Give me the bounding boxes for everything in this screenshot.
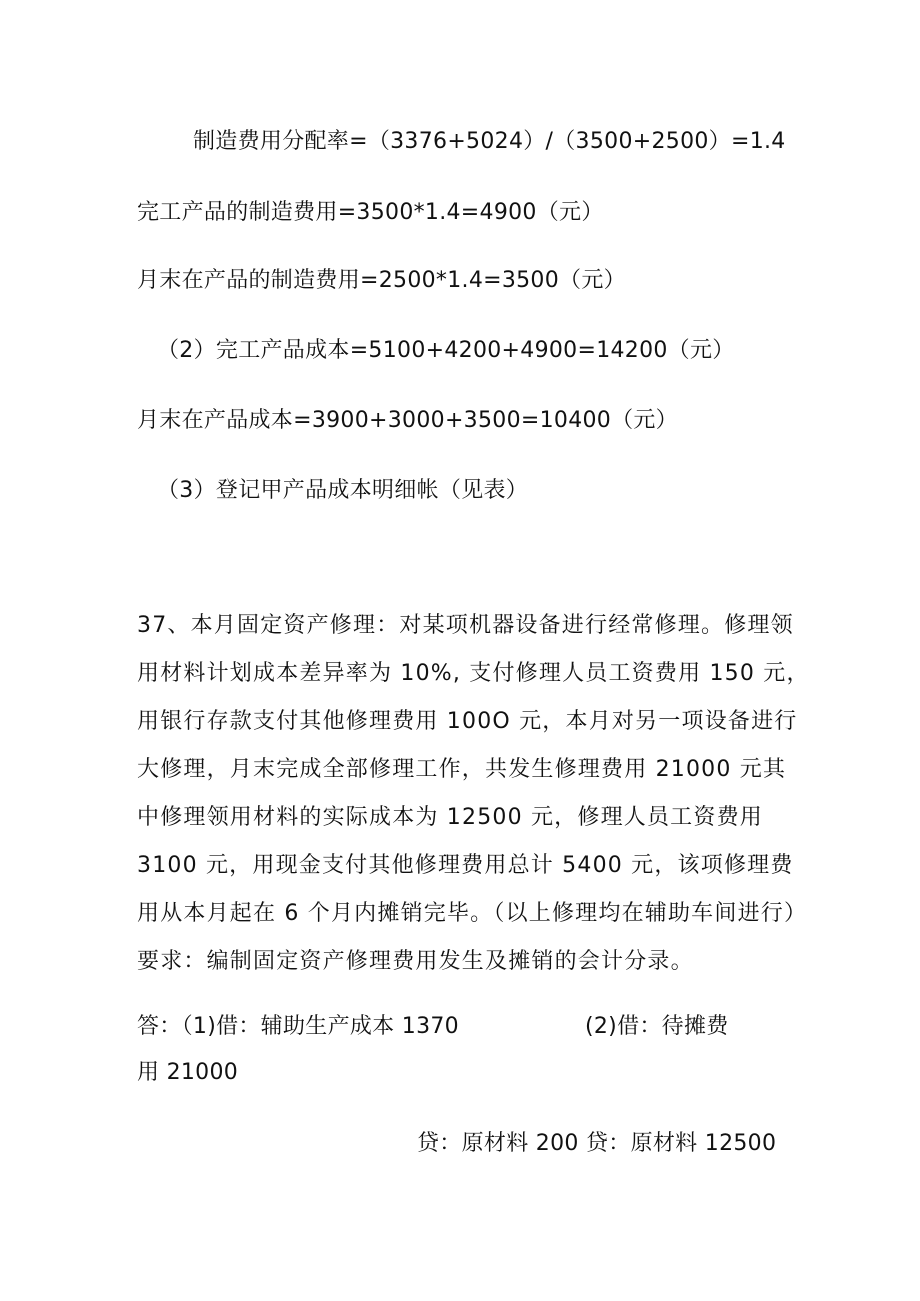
allocation-rate-line: 制造费用分配率=（3376+5024）/（3500+2500）=1.4 [193, 129, 786, 154]
answer-entry-1-debit: 答：（1)借：辅助生产成本 1370 [137, 1014, 459, 1039]
answer-entry-2-debit-continued: 用 21000 [137, 1060, 239, 1085]
wip-overhead-line: 月末在产品的制造费用=2500*1.4=3500（元） [137, 268, 626, 293]
question-line: 用材料计划成本差异率为 10%, 支付修理人员工资费用 150 元， [137, 661, 810, 686]
question-37-paragraph [137, 602, 810, 986]
question-line: 3100 元，用现金支付其他修理费用总计 5400 元，该项修理费 [137, 853, 794, 878]
question-line: 中修理领用材料的实际成本为 12500 元，修理人员工资费用 [137, 805, 763, 830]
question-line: 用银行存款支付其他修理费用 100O 元，本月对另一项设备进行 [137, 709, 798, 734]
wip-cost-line: 月末在产品成本=3900+3000+3500=10400（元） [137, 408, 678, 433]
question-line: 用从本月起在 6 个月内摊销完毕。（以上修理均在辅助车间进行） [137, 901, 808, 926]
question-line: 要求：编制固定资产修理费用发生及摊销的会计分录。 [137, 949, 694, 974]
question-line: 大修理，月末完成全部修理工作，共发生修理费用 21000 元其 [137, 757, 787, 782]
ledger-line: （3）登记甲产品成本明细帐（见表） [157, 478, 529, 503]
answer-credit-line: 贷：原材料 200 贷：原材料 12500 [417, 1131, 777, 1156]
finished-overhead-line: 完工产品的制造费用=3500*1.4=4900（元） [137, 200, 604, 225]
question-line: 37、本月固定资产修理：对某项机器设备进行经常修理。修理领 [137, 613, 794, 638]
answer-entry-2-debit: (2)借：待摊费 [585, 1014, 729, 1039]
finished-cost-line: （2）完工产品成本=5100+4200+4900=14200（元） [157, 338, 735, 363]
